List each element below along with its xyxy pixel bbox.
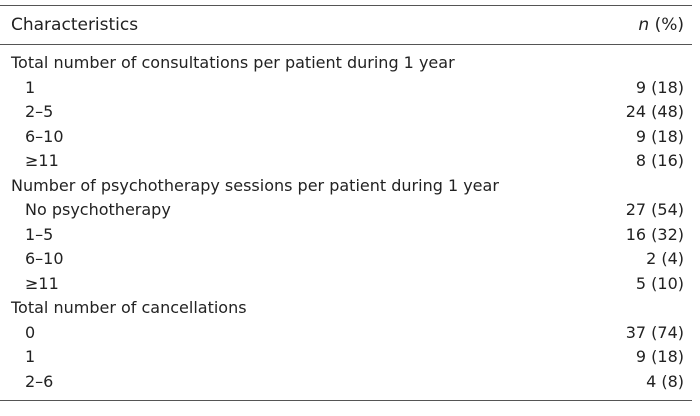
- row-value: 4 (8): [646, 371, 684, 391]
- table-row: [0, 247, 692, 272]
- row-value: 9 (18): [635, 126, 684, 146]
- table-row: [0, 76, 692, 101]
- row-label: 2–5: [25, 102, 54, 121]
- row-label: 6–10: [25, 126, 64, 146]
- row-label: No psychotherapy: [25, 200, 171, 219]
- section-title: Total number of consultations per patient during 1 year: [11, 53, 455, 72]
- row-value: 9 (18): [635, 347, 684, 366]
- table-row: [0, 198, 692, 223]
- row-value: 37 (74): [625, 322, 684, 342]
- table-row: [0, 149, 692, 174]
- row-label: 0: [25, 322, 36, 342]
- row-value: 2 (4): [646, 249, 684, 268]
- row-label: ≥11: [25, 151, 59, 170]
- header-n: n: [638, 15, 650, 35]
- row-label: 2–6: [25, 371, 54, 391]
- header-percent: (%): [649, 15, 684, 35]
- section-title-row: [0, 296, 692, 321]
- table-row: [0, 223, 692, 248]
- table-row: [0, 125, 692, 150]
- header-n-percent: [638, 6, 684, 44]
- section-title-row: [0, 51, 692, 76]
- table-row: [0, 370, 692, 395]
- row-label: ≥11: [25, 273, 59, 293]
- bottom-rule: [0, 400, 692, 401]
- row-value: 8 (16): [635, 151, 684, 170]
- row-label: 1: [25, 77, 36, 97]
- section-title-row: [0, 174, 692, 199]
- row-label: 1: [25, 347, 36, 366]
- table-row: [0, 321, 692, 346]
- section-title: Total number of cancellations: [11, 298, 247, 317]
- row-value: 24 (48): [625, 102, 684, 121]
- row-value: 9 (18): [635, 77, 684, 97]
- table-header: [0, 6, 692, 44]
- row-value: 16 (32): [625, 224, 684, 244]
- header-characteristics: Characteristics: [11, 15, 139, 35]
- row-value: 27 (54): [625, 200, 684, 219]
- characteristics-table: [0, 5, 692, 401]
- section-title: Number of psychotherapy sessions per patient during 1 year: [11, 175, 499, 195]
- table-row: [0, 100, 692, 125]
- table-row: [0, 272, 692, 297]
- row-label: 6–10: [25, 249, 64, 268]
- row-label: 1–5: [25, 224, 54, 244]
- table-row: [0, 345, 692, 370]
- row-value: 5 (10): [635, 273, 684, 293]
